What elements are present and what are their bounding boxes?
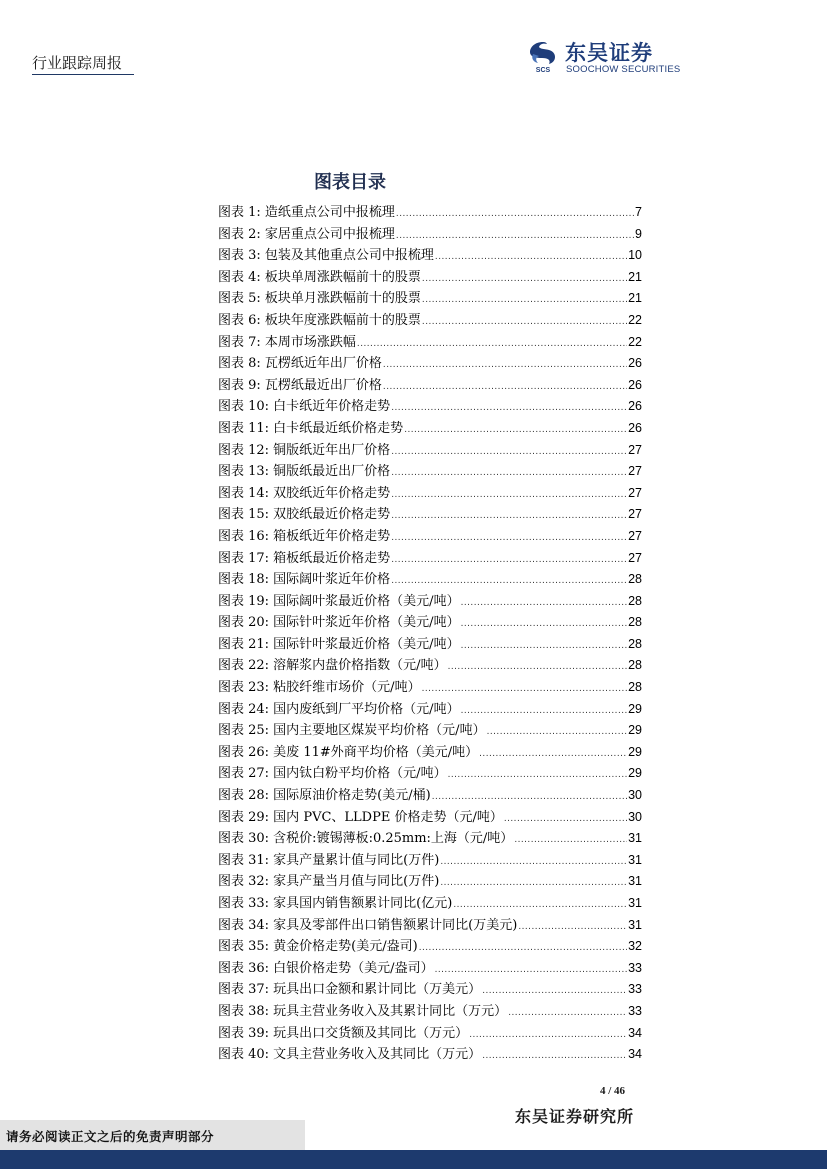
toc-entry[interactable] (218, 828, 642, 850)
toc-entry[interactable] (218, 483, 642, 505)
toc-entry-page: 29 (628, 766, 642, 781)
toc-entry[interactable] (218, 720, 642, 742)
toc-leader-dots (461, 613, 628, 635)
toc-leader-dots (469, 1024, 627, 1046)
toc-leader-dots (391, 505, 627, 527)
toc-entry-label: 图表 2: 家居重点公司中报梳理 (218, 226, 395, 242)
toc-entry[interactable] (218, 332, 642, 354)
toc-entry-page: 33 (628, 982, 642, 997)
toc-entry-label: 图表 17: 箱板纸最近价格走势 (218, 550, 391, 566)
toc-entry-page: 26 (628, 377, 642, 392)
toc-entry-page: 9 (635, 226, 642, 241)
toc-entry[interactable] (218, 699, 642, 721)
toc-entry-label: 图表 33: 家具国内销售额累计同比(亿元) (218, 896, 453, 911)
toc-entry-page: 31 (628, 917, 642, 932)
toc-entry-page: 33 (628, 1003, 642, 1018)
footer-disclaimer-text: 请务必阅读正文之后的免责声明部分 (6, 1129, 215, 1144)
toc-leader-dots (391, 484, 627, 506)
toc-entry-label: 图表 20: 国际针叶浆近年价格（美元/吨） (218, 615, 460, 631)
toc-entry[interactable] (218, 245, 642, 267)
toc-entry-label: 图表 31: 家具产量累计值与同比(万件) (218, 852, 440, 868)
toc-entry[interactable] (218, 267, 642, 289)
toc-leader-dots (391, 441, 627, 463)
toc-entry[interactable] (218, 353, 642, 375)
toc-entry[interactable] (218, 612, 642, 634)
toc-entry[interactable] (218, 224, 642, 246)
toc-leader-dots (391, 527, 627, 549)
footer-institute: 东吴证券研究所 (515, 1107, 635, 1126)
toc-entry-page: 30 (628, 788, 642, 803)
toc-leader-dots (435, 959, 628, 981)
toc-entry[interactable] (218, 375, 642, 397)
toc-leader-dots (422, 311, 627, 333)
toc-entry[interactable] (218, 440, 642, 462)
toc-entry-page: 28 (628, 572, 642, 587)
toc-entry[interactable] (218, 526, 642, 548)
toc-entry-label: 图表 34: 家具及零部件出口销售额累计同比(万美元) (218, 917, 518, 933)
toc-leader-dots (435, 246, 627, 268)
toc-entry-page: 28 (628, 636, 642, 651)
toc-leader-dots (391, 397, 627, 419)
toc-entry[interactable] (218, 763, 642, 785)
toc-entry-label: 图表 14: 双胶纸近年价格走势 (218, 485, 391, 501)
report-type-label: 行业跟踪周报 (32, 54, 123, 72)
toc-entry[interactable] (218, 634, 642, 656)
toc-entry[interactable] (218, 396, 642, 418)
toc-leader-dots (391, 462, 627, 484)
toc-entry-page: 31 (628, 896, 642, 910)
toc-entry-page: 34 (628, 1047, 642, 1062)
toc-entry-label: 图表 28: 国际原油价格走势(美元/桶) (218, 788, 431, 804)
toc-entry-label: 图表 18: 国际阔叶浆近年价格 (218, 572, 391, 588)
toc-leader-dots (432, 786, 627, 808)
toc-entry[interactable] (218, 591, 642, 613)
toc-entry-page: 22 (628, 334, 642, 349)
toc-entry-page: 21 (628, 269, 642, 284)
toc-entry-page: 26 (628, 420, 642, 435)
toc-entry[interactable] (218, 850, 642, 872)
toc-entry[interactable] (218, 915, 642, 937)
toc-entry-page: 7 (635, 205, 642, 219)
toc-leader-dots (391, 549, 627, 571)
page-number: 4 / 46 (600, 1085, 626, 1097)
toc-entry-label: 图表 32: 家具产量当月值与同比(万件) (218, 874, 440, 890)
toc-entry-page: 28 (628, 593, 642, 608)
toc-leader-dots (419, 937, 627, 959)
toc-entry-page: 27 (628, 550, 642, 565)
toc-leader-dots (422, 268, 627, 290)
toc-entry-label: 图表 13: 铜版纸最近出厂价格 (218, 464, 391, 480)
toc-leader-dots (453, 894, 627, 916)
toc-entry-label: 图表 8: 瓦楞纸近年出厂价格 (218, 356, 382, 372)
toc-entry-page: 27 (628, 507, 642, 522)
toc-entry-page: 28 (628, 680, 642, 695)
toc-leader-dots (440, 872, 627, 894)
toc-leader-dots (479, 743, 627, 765)
toc-entry-page: 33 (628, 960, 642, 975)
footer-disclaimer-box (0, 1120, 305, 1150)
toc-entry-page: 27 (628, 464, 642, 479)
toc-entry-label: 图表 39: 玩具出口交货额及其同比（万元） (218, 1025, 469, 1041)
toc-leader-dots (508, 1002, 627, 1024)
toc-entry-page: 28 (628, 615, 642, 630)
toc-title: 图表目录 (314, 172, 386, 193)
toc-leader-dots (461, 592, 628, 614)
toc-entry-page: 34 (628, 1025, 642, 1040)
toc-entry-label: 图表 10: 白卡纸近年价格走势 (218, 399, 391, 415)
toc-entry-label: 图表 11: 白卡纸最近纸价格走势 (218, 420, 404, 436)
toc-entry[interactable] (218, 742, 642, 764)
toc-leader-dots (422, 678, 628, 700)
soochow-logo-icon (527, 40, 559, 74)
header-rule (32, 74, 134, 75)
toc-entry[interactable] (218, 461, 642, 483)
toc-leader-dots (383, 376, 627, 398)
toc-entry[interactable] (218, 1044, 642, 1066)
toc-entry[interactable] (218, 569, 642, 591)
logo-mark-text: SCS (535, 67, 551, 74)
toc-entry[interactable] (218, 288, 642, 310)
toc-entry-label: 图表 21: 国际针叶浆最近价格（美元/吨） (218, 636, 460, 652)
toc-entry-page: 29 (628, 723, 642, 738)
toc-entry[interactable] (218, 655, 642, 677)
toc-entry[interactable] (218, 677, 642, 699)
toc-entry-page: 22 (628, 312, 642, 327)
toc-entry[interactable] (218, 202, 642, 224)
toc-leader-dots (487, 721, 628, 743)
footer-bar (0, 1150, 827, 1169)
toc-entry-label: 图表 36: 白银价格走势（美元/盎司） (218, 960, 434, 976)
toc-entry-label: 图表 12: 铜版纸近年出厂价格 (218, 442, 391, 458)
toc-entry[interactable] (218, 504, 642, 526)
toc-entry-page: 31 (628, 831, 642, 846)
toc-entry-page: 31 (628, 874, 642, 889)
toc-entry[interactable] (218, 936, 642, 958)
toc-leader-dots (440, 851, 627, 873)
toc-leader-dots (482, 980, 627, 1002)
toc-entry-label: 图表 1: 造纸重点公司中报梳理 (218, 205, 395, 220)
toc-entry-page: 28 (628, 658, 642, 673)
toc-leader-dots (448, 764, 628, 786)
toc-leader-dots (504, 808, 627, 830)
toc-entry-label: 图表 25: 国内主要地区煤炭平均价格（元/吨） (218, 723, 486, 739)
toc-entry[interactable] (218, 1023, 642, 1045)
toc-leader-dots (422, 289, 627, 311)
toc-entry[interactable] (218, 958, 642, 980)
toc-leader-dots (518, 916, 627, 938)
toc-entry[interactable] (218, 548, 642, 570)
toc-entry-page: 26 (628, 356, 642, 371)
toc-entry[interactable] (218, 785, 642, 807)
toc-entry-label: 图表 7: 本周市场涨跌幅 (218, 334, 356, 350)
toc-entry-label: 图表 24: 国内废纸到厂平均价格（元/吨） (218, 701, 460, 717)
logo-name-en: SOOCHOW SECURITIES (566, 64, 681, 75)
toc-entry[interactable] (218, 807, 642, 829)
toc-entry[interactable] (218, 871, 642, 893)
toc-entry-page: 29 (628, 744, 642, 759)
toc-entry-page: 27 (628, 528, 642, 543)
toc-entry-page: 29 (628, 701, 642, 716)
toc-entry-label: 图表 16: 箱板纸近年价格走势 (218, 528, 391, 544)
toc-entry-label: 图表 3: 包装及其他重点公司中报梳理 (218, 248, 434, 264)
toc-entry-page: 30 (628, 809, 642, 824)
toc-entry-label: 图表 6: 板块年度涨跌幅前十的股票 (218, 312, 421, 328)
toc-list (218, 202, 642, 1066)
toc-entry-page: 32 (628, 939, 642, 954)
toc-leader-dots (383, 354, 627, 376)
toc-entry-label: 图表 26: 美废 11#外商平均价格（美元/吨） (218, 744, 479, 760)
toc-entry-label: 图表 35: 黄金价格走势(美元/盎司) (218, 939, 418, 955)
toc-entry-label: 图表 4: 板块单周涨跌幅前十的股票 (218, 269, 421, 285)
toc-entry-page: 26 (628, 399, 642, 414)
toc-entry-page: 27 (628, 442, 642, 457)
toc-entry-label: 图表 40: 文具主营业务收入及其同比（万元） (218, 1047, 482, 1063)
toc-leader-dots (461, 700, 628, 722)
toc-entry-label: 图表 23: 粘胶纤维市场价（元/吨） (218, 680, 421, 696)
toc-leader-dots (404, 419, 627, 441)
toc-entry-page: 21 (628, 291, 642, 306)
toc-leader-dots (461, 635, 628, 657)
toc-entry-page: 27 (628, 485, 642, 500)
toc-entry[interactable] (218, 1001, 642, 1023)
toc-entry[interactable] (218, 893, 642, 915)
toc-entry[interactable] (218, 418, 642, 440)
toc-leader-dots (448, 656, 628, 678)
company-logo (527, 40, 707, 74)
toc-entry-label: 图表 30: 含税价:镀锡薄板:0.25mm:上海（元/吨） (218, 831, 514, 847)
toc-entry[interactable] (218, 310, 642, 332)
toc-entry-label: 图表 37: 玩具出口金额和累计同比（万美元） (218, 982, 482, 998)
toc-entry-label: 图表 29: 国内 PVC、LLDPE 价格走势（元/吨） (218, 809, 503, 825)
toc-entry-label: 图表 38: 玩具主营业务收入及其累计同比（万元） (218, 1003, 508, 1019)
toc-leader-dots (357, 333, 627, 355)
logo-name-cn: 东吴证券 (565, 41, 653, 65)
toc-entry-label: 图表 19: 国际阔叶浆最近价格（美元/吨） (218, 593, 460, 609)
toc-entry-label: 图表 15: 双胶纸最近价格走势 (218, 507, 391, 523)
toc-leader-dots (391, 570, 627, 592)
toc-entry[interactable] (218, 979, 642, 1001)
toc-leader-dots (396, 203, 634, 225)
toc-entry-label: 图表 5: 板块单月涨跌幅前十的股票 (218, 291, 421, 307)
toc-leader-dots (514, 829, 627, 851)
toc-entry-page: 10 (628, 248, 642, 263)
toc-entry-label: 图表 27: 国内钛白粉平均价格（元/吨） (218, 766, 447, 782)
toc-entry-page: 31 (628, 852, 642, 867)
toc-entry-label: 图表 9: 瓦楞纸最近出厂价格 (218, 377, 382, 393)
toc-leader-dots (396, 225, 634, 247)
toc-entry-label: 图表 22: 溶解浆内盘价格指数（元/吨） (218, 658, 447, 674)
toc-leader-dots (482, 1045, 627, 1067)
